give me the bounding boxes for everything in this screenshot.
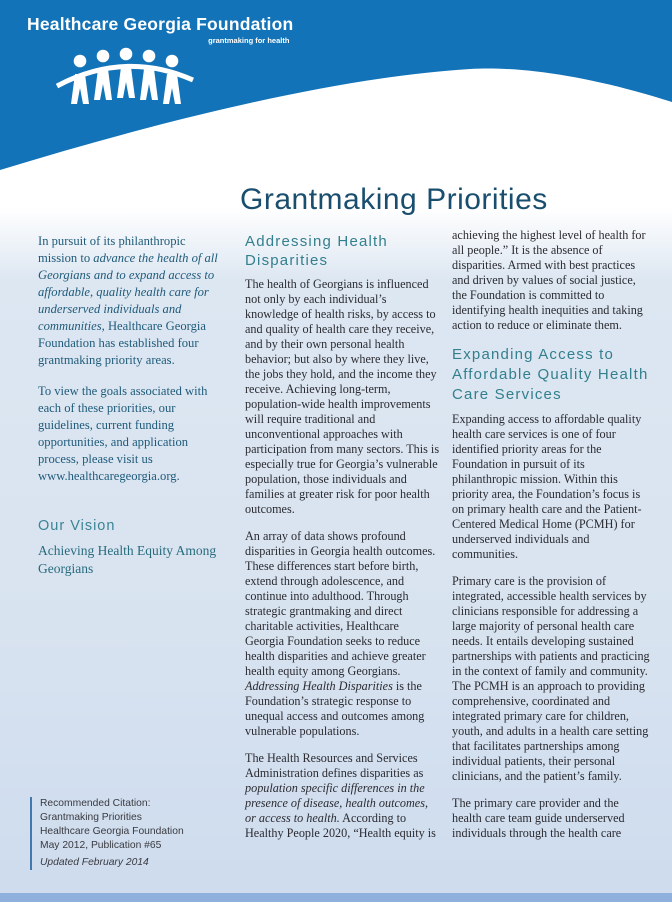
- column-expanding-access: [452, 228, 651, 853]
- citation-line: May 2012, Publication #65: [40, 840, 162, 851]
- body-paragraph: The Health Resources and Services Administration defines disparities as population specific differences in the presence of disease, health outcomes, or access to health. According to Healthy People 2020, “Health equity is: [245, 751, 436, 840]
- body-paragraph: The health of Georgians is influenced not only by each individual’s knowledge of health risks, by access to and quality of health care they receive, and by their own personal health behavior; but also by where they live, the jobs they hold, and the income they receive. Achieving long-term, population-wide health improvements will require traditional and unconventional approaches with participation from many sectors. This is especially true for Georgia’s vulnerable population, those individuals and families at greater risk for poor health outcomes.: [245, 277, 440, 516]
- body-paragraph: achieving the highest level of health for all people.” It is the absence of disparities. Armed with best practices and driven by values of social justice, the Foundation is committed to identifying health inequities and taking action to reduce or eliminate them.: [452, 228, 646, 332]
- intro-paragraph: In pursuit of its philanthropic mission to advance the health of all Georgians and to expand access to affordable, quality health care for underserved individuals and communities, Healthcare Georgia Foundation has established four grantmaking priority areas.: [38, 234, 218, 367]
- section-heading-access: Expanding Access to Affordable Quality Health Care Services: [452, 346, 649, 403]
- vision-heading: Our Vision: [38, 518, 116, 534]
- logo-wordmark: Healthcare Georgia Foundation: [27, 14, 294, 34]
- bottom-bar: [0, 893, 672, 902]
- citation-line: Healthcare Georgia Foundation: [40, 826, 184, 837]
- people-icon: [56, 44, 194, 106]
- intro-paragraph: To view the goals associated with each of these priorities, our guidelines, current funding opportunities, and application process, please visit us www.healthcaregeorgia.org.: [38, 384, 208, 483]
- citation-block: [30, 797, 225, 870]
- citation-line: Recommended Citation:: [40, 798, 151, 809]
- page-title: Grantmaking Priorities: [240, 183, 548, 216]
- column-addressing-disparities: [245, 232, 441, 853]
- citation-line: Grantmaking Priorities: [40, 812, 142, 823]
- vision-section: [38, 518, 228, 578]
- body-paragraph: Expanding access to affordable quality health care services is one of four identified priority areas for the Foundation in pursuit of its philanthropic mission. Within this priority area, the Foundation’s focus is on primary health care and the Patient-Centered Medical Home (PCMH) for underserved individuals and communities.: [452, 412, 642, 561]
- body-paragraph: The primary care provider and the health care team guide underserved individuals through the health care: [452, 796, 625, 840]
- body-paragraph: Primary care is the provision of integrated, accessible health services by clinicians responsible for addressing a large majority of personal health care needs. It entails developing sustained partnerships with patients and practicing in the context of family and community. The PCMH is an approach to providing comprehensive, coordinated and integrated primary care for children, youth, and adults in a health care setting that facilitates partnerships among individual patients, their personal clinicians, and the patient’s family.: [452, 574, 650, 783]
- logo-tagline: grantmaking for health: [208, 36, 290, 45]
- section-heading-disparities: Addressing Health Disparities: [245, 233, 388, 269]
- sidebar-intro: [38, 233, 218, 499]
- citation-updated: Updated February 2014: [40, 857, 149, 868]
- header-banner: [0, 0, 672, 180]
- body-paragraph: An array of data shows profound disparities in Georgia health outcomes. These differences start before birth, extend through adolescence, and continue into adulthood. Through strategic grantmaking and direct charitable activities, Healthcare Georgia Foundation seeks to reduce health disparities and achieve greater health equity among Georgians. Addressing Health Disparities is the Foundation’s strategic response to unequal access and outcomes among vulnerable populations.: [245, 529, 436, 738]
- vision-statement: Achieving Health Equity Among Georgians: [38, 543, 217, 576]
- foundation-logo: [27, 14, 293, 45]
